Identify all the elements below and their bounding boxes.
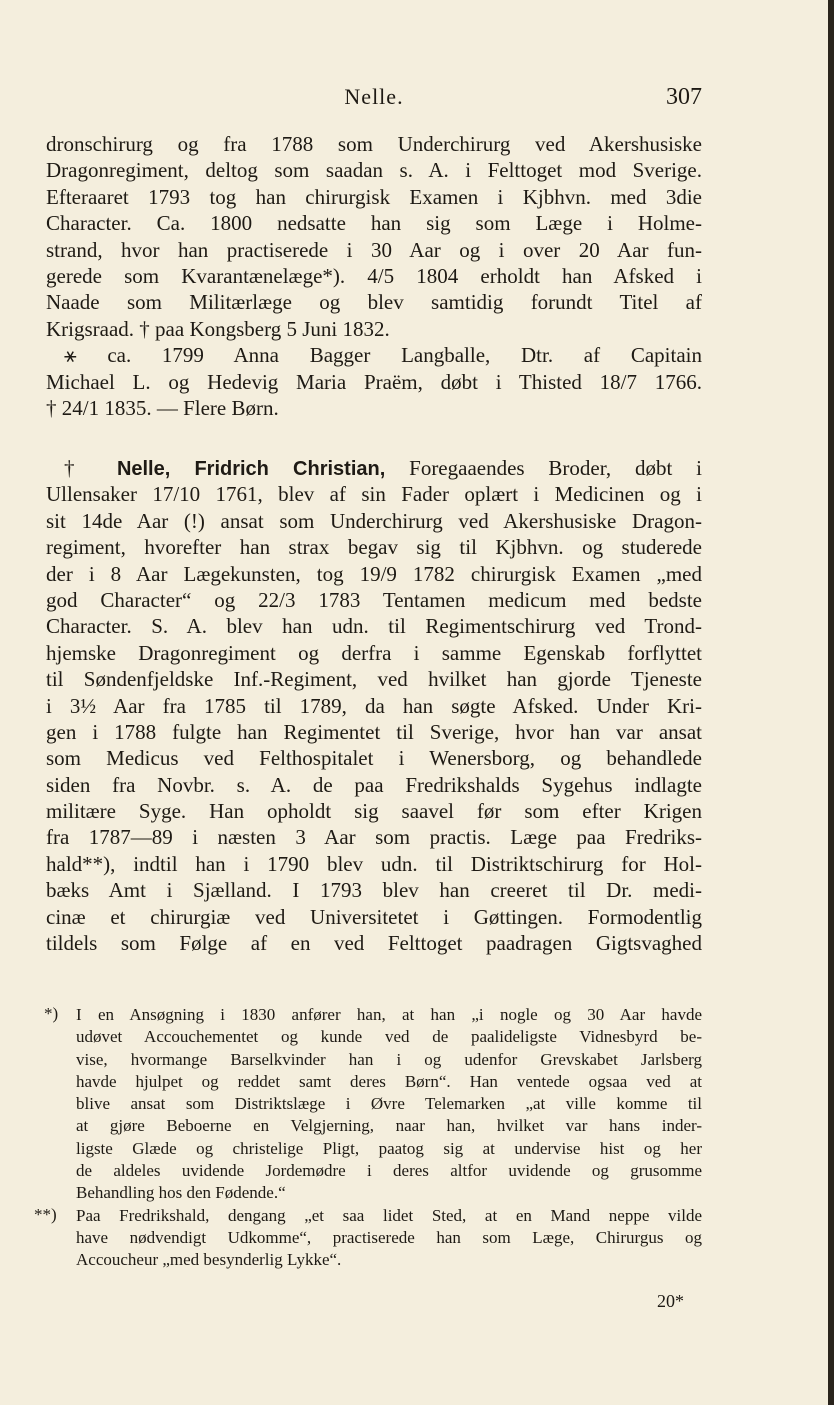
text-line: gen i 1788 fulgte han Regimentet til Sverige, hvor han var ansat xyxy=(46,719,702,744)
footnote-line: I en Ansøgning i 1830 anfører han, at han „i nogle og 30 Aar havde xyxy=(76,1005,702,1024)
text-line: til Søndenfjeldske Inf.-Regiment, ved hvilket han gjorde Tjeneste xyxy=(46,667,702,692)
text-line: regiment, hvorefter han strax begav sig til Kjbhvn. og studerede xyxy=(46,535,702,560)
text-line: god Character“ og 22/3 1783 Tentamen medicum med bedste xyxy=(46,587,702,612)
footnote-marker: *) xyxy=(44,1004,59,1023)
text-line: Character. Ca. 1800 nedsatte han sig som Læge i Holme- xyxy=(46,211,702,236)
footnote-marker: **) xyxy=(34,1204,57,1224)
paragraph-nelle-brother xyxy=(46,131,702,421)
text-line: Michael L. og Hedevig Maria Praëm, døbt i Thisted 18/7 1766. xyxy=(46,369,702,394)
signature-mark: 20* xyxy=(657,1291,684,1311)
text-line: cinæ et chirurgiæ ved Universitetet i Gøttingen. Formodentlig xyxy=(46,904,702,929)
text-line: dronschirurg og fra 1788 som Underchirurg ved Akershusiske xyxy=(46,132,702,156)
death-marker: † xyxy=(64,456,117,480)
text-line: i 3½ Aar fra 1785 til 1789, da han søgte Afsked. Under Kri- xyxy=(46,693,702,718)
text-line: hjemske Dragonregiment og derfra i samme Egenskab forflyttet xyxy=(46,640,702,665)
text-line: sit 14de Aar (!) ansat som Underchirurg ved Akershusiske Dragon- xyxy=(46,508,702,533)
text-line: Ullensaker 17/10 1761, blev af sin Fader oplært i Medicinen og i xyxy=(46,482,702,507)
text-line: Naade som Militærlæge og blev samtidig forundt Titel af xyxy=(46,290,702,315)
entry-first-line xyxy=(46,455,702,481)
footnote-line: ligste Glæde og christelige Pligt, paatog sig at undervise hist og her xyxy=(76,1138,702,1158)
text-line: Krigsraad. † paa Kongsberg 5 Juni 1832. xyxy=(46,316,390,341)
text-line: militære Syge. Han opholdt sig saavel før som efter Krigen xyxy=(46,799,702,824)
text-line: Dragonregiment, deltog som saadan s. A. i Felttoget mod Sverige. xyxy=(46,158,702,183)
footnote-line: blive ansat som Distriktslæge i Øvre Telemarken „at ville komme til xyxy=(76,1094,702,1114)
text-line: siden fra Novbr. s. A. de paa Fredrikshalds Sygehus indlagte xyxy=(46,772,702,797)
text-line: Character. S. A. blev han udn. til Regimentschirurg ved Trond- xyxy=(46,614,702,639)
footnotes xyxy=(34,1004,702,1272)
footnote xyxy=(34,1204,702,1272)
footnote-line: vise, hvormange Barselkvinder han i og udenfor Grevskabet Jarlsberg xyxy=(76,1049,702,1069)
page-edge xyxy=(828,0,834,1405)
text-line: ⚹ ca. 1799 Anna Bagger Langballe, Dtr. af Capitain xyxy=(64,343,702,368)
text-line: Efteraaret 1793 tog han chirurgisk Examen i Kjbhvn. med 3die xyxy=(46,184,702,209)
footnote-line: udøvet Accouchementet og kunde ved de paalideligste Vidnesbyrd be- xyxy=(76,1027,702,1047)
footnote-line: Behandling hos den Fødende.“ xyxy=(76,1183,286,1203)
footnote-line: have nødvendigt Udkomme“, practiserede han som Læge, Chirurgus og xyxy=(76,1227,702,1247)
text-line: gerede som Kvarantænelæge*). 4/5 1804 erholdt han Afsked i xyxy=(46,263,702,288)
text-line: bæks Amt i Sjælland. I 1793 blev han creeret til Dr. medi- xyxy=(46,878,702,903)
running-head: Nelle. xyxy=(344,84,404,109)
footnote-line: Paa Fredrikshald, dengang „et saa lidet Sted, at en Mand neppe vilde xyxy=(76,1205,702,1225)
text-line: fra 1787—89 i næsten 3 Aar som practis. Læge paa Fredriks- xyxy=(46,825,702,850)
footnote-line: havde hjulpet og reddet samt deres Børn“. Han ventede ogsaa ved at xyxy=(76,1071,702,1091)
text-line: hald**), indtil han i 1790 blev udn. til Distriktschirurg for Hol- xyxy=(46,851,702,876)
footnote-line: Accoucheur „med besynderlig Lykke“. xyxy=(76,1250,342,1270)
entry-name: Nelle, Fridrich Christian, xyxy=(116,458,386,480)
text-line: † 24/1 1835. — Flere Børn. xyxy=(46,395,279,420)
footnote xyxy=(46,1004,702,1205)
entry-first-line-rest: Foregaaendes Broder, døbt i xyxy=(385,456,703,480)
page-header xyxy=(46,84,702,114)
footnote-line: de aldeles uvidende Jordemødre i deres altfor uvidende og grusomme xyxy=(76,1161,702,1181)
text-line: strand, hvor han practiserede i 30 Aar og i over 20 Aar fun- xyxy=(46,237,702,262)
page-number: 307 xyxy=(666,84,702,110)
text-line: som Medicus ved Felthospitalet i Wenersborg, og behandlede xyxy=(46,746,702,771)
text-line: tildels som Følge af en ved Felttoget paadragen Gigtsvaghed xyxy=(46,931,702,956)
text-line: der i 8 Aar Lægekunsten, tog 19/9 1782 chirurgisk Examen „med xyxy=(46,561,702,586)
entry-fridrich-christian-nelle xyxy=(46,455,702,956)
footnote-line: at gjøre Beboerne en Velgjerning, naar han, hvilket var hans inder- xyxy=(76,1116,702,1136)
